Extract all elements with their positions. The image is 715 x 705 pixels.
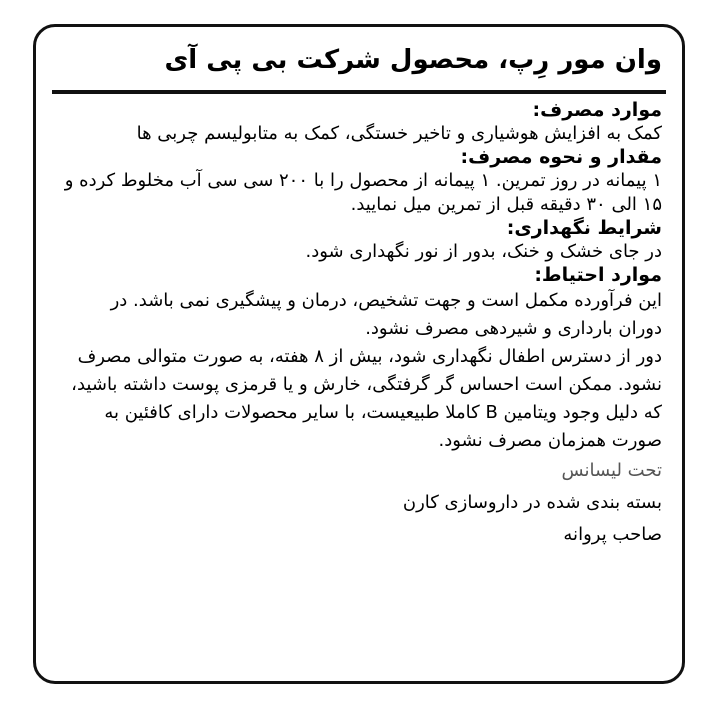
supplement-label-box — [33, 24, 685, 684]
caution-heading: موارد احتیاط: — [534, 264, 662, 286]
dosage-text: ۱ پیمانه در روز تمرین. ۱ پیمانه از محصول را با ۲۰۰ سی سی آب مخلوط کرده و ۱۵ الی ۳۰ دقیقه قبل از تمرین میل نمایید. — [64, 170, 662, 215]
caution-text-pregnancy: این فرآورده مکمل است و جهت تشخیص، درمان و پیشگیری نمی باشد. در دوران بارداری و شیردهی مصرف نشود. — [110, 290, 662, 339]
product-title: وان مور رِپ، محصول شرکت بی پی آی — [164, 45, 662, 75]
dosage-heading: مقدار و نحوه مصرف: — [460, 146, 662, 168]
caution-text-children: دور از دسترس اطفال نگهداری شود، بیش از ۸ هفته، به صورت متوالی مصرف نشود. ممکن است احساس گر گرفتگی، خارش و یا قرمزی پوست داشته باشید، که دلیل وجود ویتامین B کاملا طبیعیست، با سایر محصولات دارای کافئین به صورت همزمان مصرف نشود. — [71, 346, 662, 451]
label-content — [62, 99, 662, 551]
owner-line: صاحب پروانه — [563, 524, 662, 545]
storage-heading: شرایط نگهداری: — [506, 217, 662, 239]
packaging-line: بسته بندی شده در داروسازی کارن — [402, 492, 662, 513]
storage-text: در جای خشک و خنک، بدور از نور نگهداری شود. — [305, 241, 662, 262]
title-divider — [52, 90, 666, 94]
usage-heading: موارد مصرف: — [532, 99, 662, 121]
usage-text: کمک به افزایش هوشیاری و تاخیر خستگی، کمک به متابولیسم چربی ها — [136, 123, 662, 144]
license-line: تحت لیسانس — [561, 460, 662, 481]
